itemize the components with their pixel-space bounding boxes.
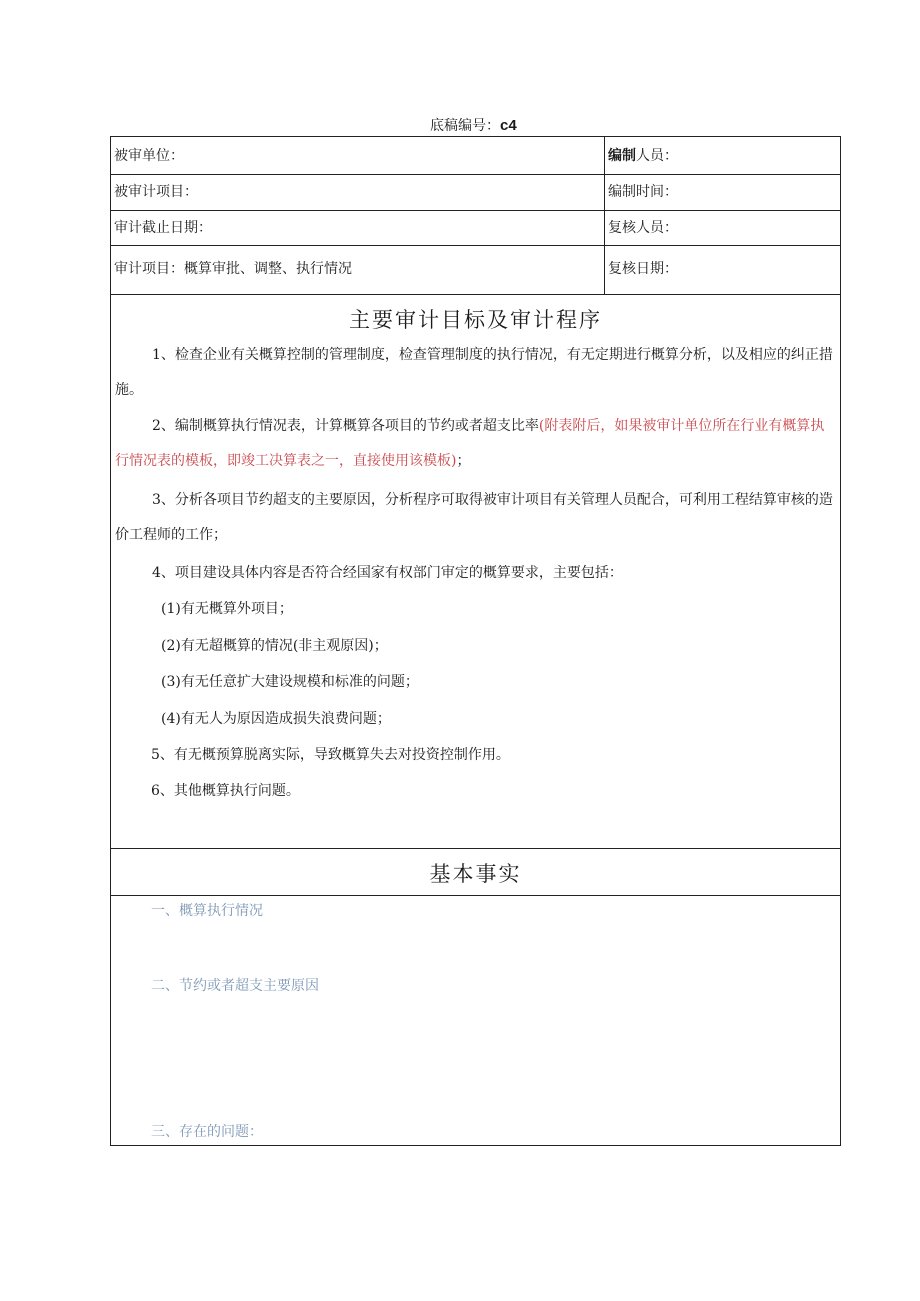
audit-working-paper-table [110, 136, 841, 1146]
procedure-2: 2、编制概算执行情况表，计算概算各项目的节约或者超支比率(附表附后，如果被审计单位所在行业有概算执行情况表的模板，即竣工决算表之一，直接使用该模板)； [115, 418, 825, 469]
row-divider [111, 210, 840, 211]
objectives-title: 主要审计目标及审计程序 [349, 308, 602, 332]
row-divider [111, 294, 840, 295]
sub-item: (4)有无人为原因造成损失浪费问题； [161, 711, 391, 727]
procedure-2-note: (附表附后，如果被审计单位所在行业有概算执行情况表的模板，即竣工决算表之一，直接使用该模板) [115, 418, 825, 469]
fact-heading-1: 一、概算执行情况 [151, 902, 263, 918]
procedure-5: 5、有无概预算脱离实际，导致概算失去对投资控制作用。 [151, 747, 510, 763]
code-value: c4 [500, 117, 517, 134]
procedure-4: 4、项目建设具体内容是否符合经国家有权部门审定的概算要求，主要包括： [152, 565, 623, 581]
fact-heading-3: 三、存在的问题： [151, 1123, 263, 1139]
row-divider [111, 245, 840, 246]
sub-item: (1)有无概算外项目； [161, 601, 293, 617]
review-date-label: 复核日期： [608, 261, 678, 277]
procedure-1: 1、检查企业有关概算控制的管理制度，检查管理制度的执行情况，有无定期进行概算分析，以及相应的纠正措施。 [115, 347, 833, 398]
cutoff-date-label: 审计截止日期： [114, 220, 212, 236]
row-divider [111, 174, 840, 175]
procedure-3: 3、分析各项目节约超支的主要原因，分析程序可取得被审计项目有关管理人员配合，可利用工程结算审核的造价工程师的工作； [115, 492, 833, 543]
audited-entity-label: 被审单位： [114, 148, 184, 164]
prepared-date-label: 编制时间： [608, 184, 678, 200]
sub-item: (2)有无超概算的情况(非主观原因)； [161, 638, 388, 654]
audited-project-label: 被审计项目： [114, 184, 198, 200]
section-divider [111, 848, 840, 849]
title-divider [111, 895, 840, 896]
procedure-6: 6、其他概算执行问题。 [151, 783, 300, 799]
column-divider [604, 137, 605, 295]
working-paper-code [430, 117, 517, 135]
preparer-label: 编制人员： [608, 148, 678, 164]
audit-item-label: 审计项目：概算审批、调整、执行情况 [114, 261, 352, 277]
facts-title: 基本事实 [429, 862, 522, 886]
code-label: 底稿编号： [430, 118, 500, 134]
reviewer-label: 复核人员： [608, 220, 678, 236]
fact-heading-2: 二、节约或者超支主要原因 [151, 977, 319, 993]
sub-item: (3)有无任意扩大建设规模和标准的问题； [161, 674, 419, 690]
